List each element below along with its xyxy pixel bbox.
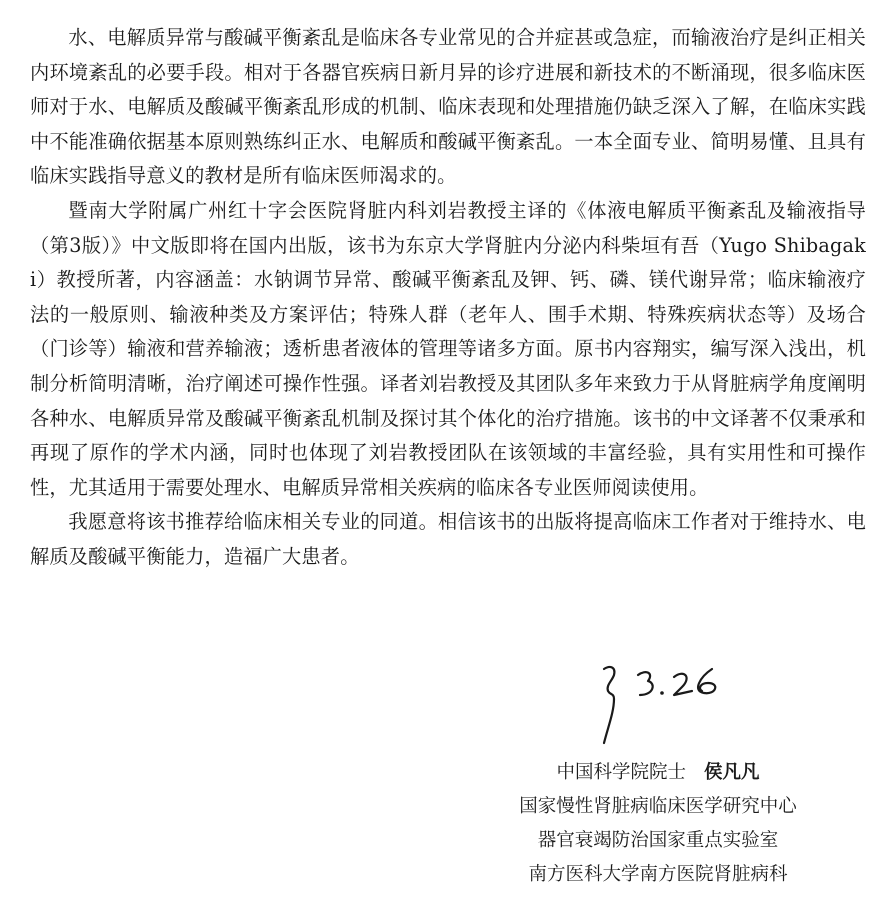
handwritten-signature: [594, 657, 744, 747]
paragraph-book-description: 暨南大学附属广州红十字会医院肾脏内科刘岩教授主译的《体液电解质平衡紊乱及输液指导（第3版）》中文版即将在国内出版，该书为东京大学肾脏内分泌内科柴垣有吾（Yugo Shibagaki）教授所著，内容涵盖：水钠调节异常、酸碱平衡紊乱及钾、钙、磷、镁代谢异常；临床输液疗法的一般原则、输液种类及方案评估；特殊人群（老年人、围手术期、特殊疾病状态等）及场合（门诊等）输液和营养输液；透析患者液体的管理等诸多方面。原书内容翔实，编写深入浅出，机制分析简明清晰，治疗阐述可操作性强。译者刘岩教授及其团队多年来致力于从肾脏病学角度阐明各种水、电解质异常及酸碱平衡紊乱机制及探讨其个体化的治疗措施。该书的中文译著不仅秉承和再现了原作的学术内涵，同时也体现了刘岩教授团队在该领域的丰富经验，具有实用性和可操作性，尤其适用于需要处理水、电解质异常相关疾病的临床各专业医师阅读使用。: [30, 198, 866, 499]
author-title: 中国科学院院士: [556, 762, 686, 783]
foreword-body: [30, 21, 866, 575]
affiliation-line: 器官衰竭防治国家重点实验室: [537, 830, 779, 851]
paragraph-recommendation: 我愿意将该书推荐给临床相关专业的同道。相信该书的出版将提高临床工作者对于维持水、电解质及酸碱平衡能力，造福广大患者。: [30, 510, 866, 568]
author-affiliation-block: [488, 756, 828, 892]
affiliation-line: 南方医科大学南方医院肾脏病科: [528, 864, 788, 885]
paragraph-intro: 水、电解质异常与酸碱平衡紊乱是临床各专业常见的合并症甚或急症，而输液治疗是纠正相关内环境紊乱的必要手段。相对于各器官疾病日新月异的诊疗进展和新技术的不断涌现，很多临床医师对于水、电解质及酸碱平衡紊乱形成的机制、临床表现和处理措施仍缺乏深入了解，在临床实践中不能准确依据基本原则熟练纠正水、电解质和酸碱平衡紊乱。一本全面专业、简明易懂、且具有临床实践指导意义的教材是所有临床医师渴求的。: [30, 26, 866, 188]
author-line: [488, 756, 828, 790]
author-name: 侯凡凡: [704, 762, 760, 783]
affiliation-line: 国家慢性肾脏病临床医学研究中心: [519, 796, 797, 817]
